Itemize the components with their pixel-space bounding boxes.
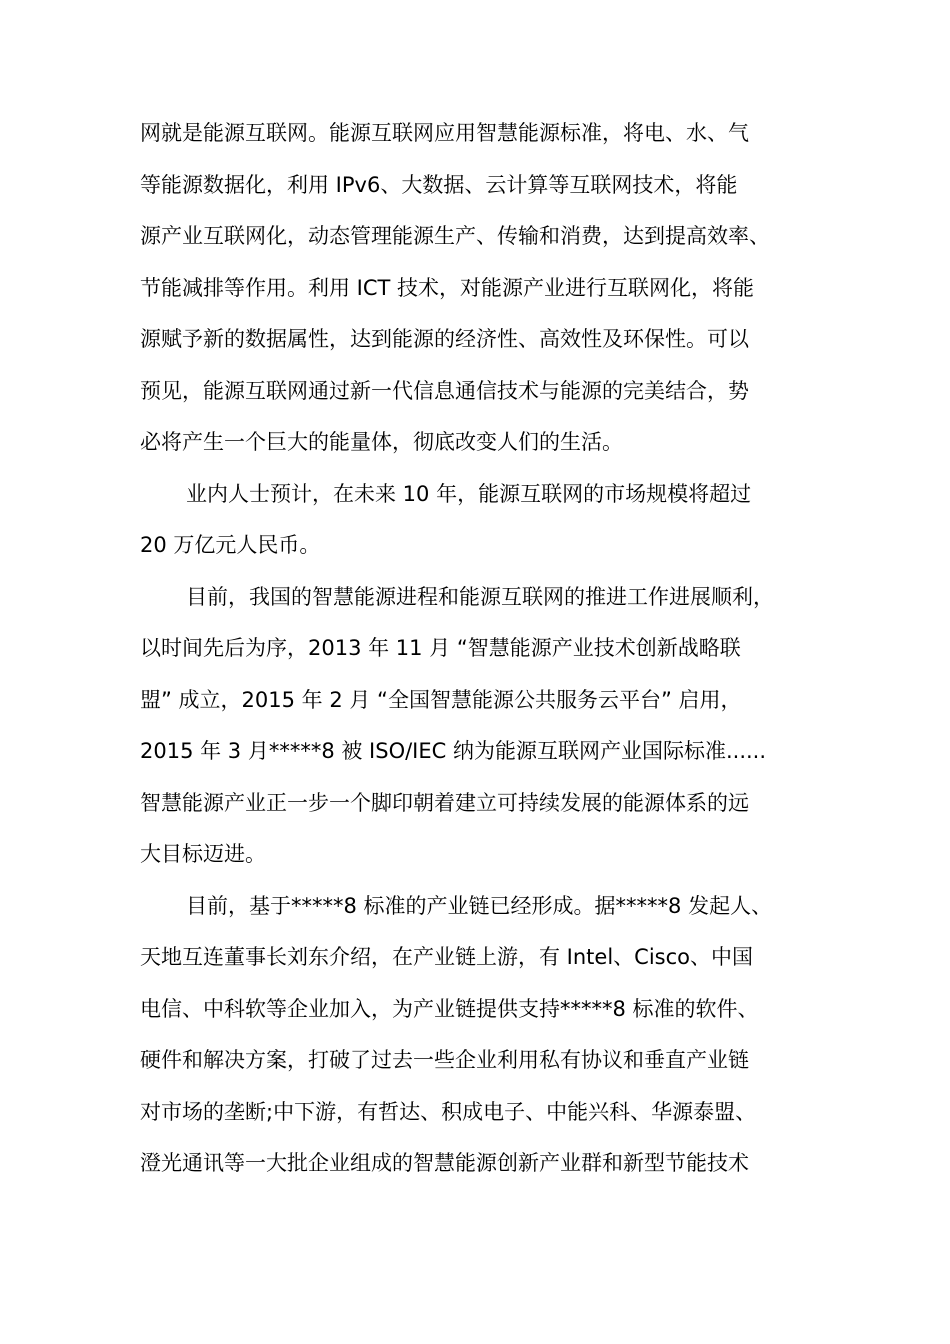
text-line: 电信、中科软等企业加入，为产业链提供支持*****8 标准的软件、 (140, 996, 759, 1021)
text-line: 澄光通讯等一大批企业组成的智慧能源创新产业群和新型节能技术 (140, 1151, 749, 1175)
text-line: 网就是能源互联网。能源互联网应用智慧能源标准，将电、水、气 (140, 121, 749, 145)
text-line: 目前，基于*****8 标准的产业链已经形成。据*****8 发起人、 (186, 893, 773, 918)
text-line: 对市场的垄断;中下游，有哲达、积成电子、中能兴科、华源泰盟、 (140, 1099, 757, 1124)
text-line: 节能减排等作用。利用 ICT 技术，对能源产业进行互联网化，将能 (140, 275, 755, 300)
text-line: 智慧能源产业正一步一个脚印朝着建立可持续发展的能源体系的远 (140, 790, 749, 815)
text-line: 目前，我国的智慧能源进程和能源互联网的推进工作进展顺利， (186, 584, 774, 609)
text-line: 源产业互联网化，动态管理能源生产、传输和消费，达到提高效率、 (140, 224, 770, 248)
paragraph-2 (140, 469, 830, 572)
text-line: 等能源数据化，利用 IPv6、大数据、云计算等互联网技术，将能 (140, 172, 738, 197)
text-line: 大目标迈进。 (140, 842, 266, 866)
paragraph-3 (140, 572, 830, 881)
text-line: 2015 年 3 月*****8 被 ISO/IEC 纳为能源互联网产业国际标准...... (140, 739, 767, 763)
text-line: 预见，能源互联网通过新一代信息通信技术与能源的完美结合，势 (140, 378, 749, 403)
text-line: 盟” 成立，2015 年 2 月 “全国智慧能源公共服务云平台” 启用， (140, 687, 742, 712)
text-line: 以时间先后为序，2013 年 11 月 “智慧能源产业技术创新战略联 (140, 636, 741, 660)
text-line: 源赋予新的数据属性，达到能源的经济性、高效性及环保性。可以 (140, 327, 749, 351)
text-line: 业内人士预计，在未来 10 年，能源互联网的市场规模将超过 (186, 481, 752, 506)
paragraph-1 (140, 108, 830, 469)
text-line: 20 万亿元人民币。 (140, 533, 321, 557)
text-line: 必将产生一个巨大的能量体，彻底改变人们的生活。 (140, 430, 623, 454)
paragraph-4 (140, 881, 830, 1190)
document-body (140, 108, 830, 1190)
text-line: 硬件和解决方案，打破了过去一些企业利用私有协议和垂直产业链 (140, 1048, 749, 1072)
text-line: 天地互连董事长刘东介绍，在产业链上游，有 Intel、Cisco、中国 (140, 945, 753, 969)
